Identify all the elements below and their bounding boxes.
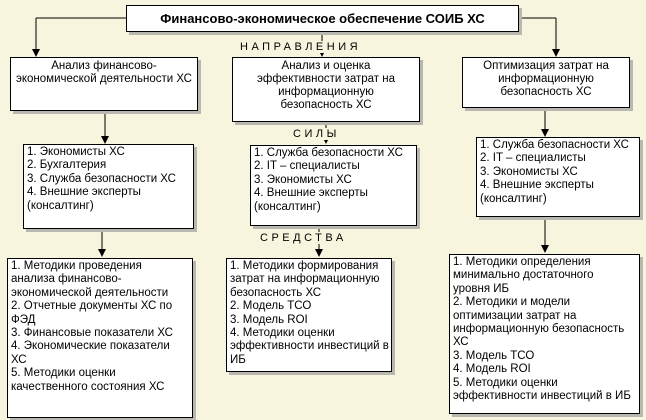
forces-item: 4. Внешние эксперты bbox=[480, 179, 594, 192]
forces-item: 2. IT – специалисты bbox=[480, 152, 586, 165]
forces-item: 4. Внешние эксперты bbox=[27, 186, 141, 199]
forces-box-3 bbox=[476, 137, 640, 217]
means-item: 3. Модель ROI bbox=[230, 313, 308, 326]
direction-text-3: Оптимизация затрат на информационную безопасность ХС bbox=[483, 60, 609, 98]
label-directions: НАПРАВЛЕНИЯ bbox=[240, 41, 362, 53]
direction-box-1 bbox=[10, 57, 198, 111]
means-item: 3. Модель ТСО bbox=[453, 349, 535, 362]
means-item: 1. Методики проведения bbox=[11, 260, 142, 272]
forces-item: (консалтинг) bbox=[480, 192, 547, 205]
forces-item: 1. Служба безопасности ХС bbox=[480, 139, 629, 151]
means-item: информационную безопасность bbox=[453, 323, 625, 336]
direction-text-1: Анализ финансово-экономической деятельности ХС bbox=[16, 60, 192, 85]
forces-item: 1. Служба безопасности ХС bbox=[254, 147, 403, 159]
means-item: 2. Отчетные документы ХС по bbox=[11, 300, 173, 313]
means-item: 4. Модель ROI bbox=[453, 363, 531, 376]
direction-text-2: Анализ и оценка эффективности затрат на информационную безопасность ХС bbox=[257, 60, 395, 111]
means-item: 5. Методики оценки bbox=[453, 376, 558, 389]
label-means: СРЕДСТВА bbox=[260, 232, 347, 244]
forces-box-1 bbox=[23, 144, 194, 229]
means-item: 2. Методики и модели bbox=[453, 296, 571, 309]
means-box-1 bbox=[7, 258, 193, 418]
label-forces: СИЛЫ bbox=[293, 128, 340, 140]
means-item: 5. Методики оценки bbox=[11, 367, 116, 380]
forces-item: (консалтинг) bbox=[254, 200, 321, 213]
forces-item: 1. Экономисты ХС bbox=[27, 146, 125, 158]
means-item: 3. Финансовые показатели ХС bbox=[11, 327, 173, 340]
forces-item: 4. Внешние эксперты bbox=[254, 187, 368, 200]
means-item: экономической деятельности bbox=[11, 286, 169, 299]
means-item: 1. Методики формирования bbox=[230, 260, 379, 272]
means-item: анализа финансово- bbox=[11, 273, 122, 286]
means-item: ХС bbox=[453, 336, 469, 349]
means-item: ИБ bbox=[230, 353, 246, 366]
means-box-3 bbox=[449, 254, 640, 414]
means-item: затрат на информационную bbox=[230, 273, 380, 286]
forces-item: 3. Экономисты ХС bbox=[480, 165, 578, 178]
means-item: 2. Модель ТСО bbox=[230, 300, 312, 313]
forces-box-2 bbox=[250, 145, 417, 226]
means-item: уровня ИБ bbox=[453, 282, 510, 295]
means-item: эффективности инвестиций в bbox=[230, 340, 389, 353]
means-item: 1. Методики определения bbox=[453, 256, 591, 268]
means-item: ФЭД bbox=[11, 313, 36, 326]
diagram-title: Финансово-экономическое обеспечение СОИБ ХС bbox=[126, 5, 519, 32]
means-item: оптимизации затрат на bbox=[453, 309, 577, 322]
means-item: эффективности инвестиций в ИБ bbox=[453, 390, 631, 403]
forces-item: (консалтинг) bbox=[27, 199, 94, 212]
forces-item: 2. Бухгалтерия bbox=[27, 159, 107, 172]
forces-item: 3. Экономисты ХС bbox=[254, 173, 352, 186]
direction-box-3 bbox=[462, 57, 630, 108]
means-item: минимально достаточного bbox=[453, 269, 594, 282]
means-item: ХС bbox=[11, 353, 27, 366]
forces-item: 2. IT – специалисты bbox=[254, 160, 360, 173]
direction-box-2 bbox=[232, 57, 420, 122]
means-item: качественного состояния ХС bbox=[11, 380, 165, 393]
forces-item: 3. Служба безопасности ХС bbox=[27, 172, 176, 185]
means-item: 4. Методики оценки bbox=[230, 327, 335, 340]
means-item: безопасность ХС bbox=[230, 286, 322, 299]
means-item: 4. Экономические показатели bbox=[11, 340, 170, 353]
means-box-2 bbox=[226, 258, 392, 372]
